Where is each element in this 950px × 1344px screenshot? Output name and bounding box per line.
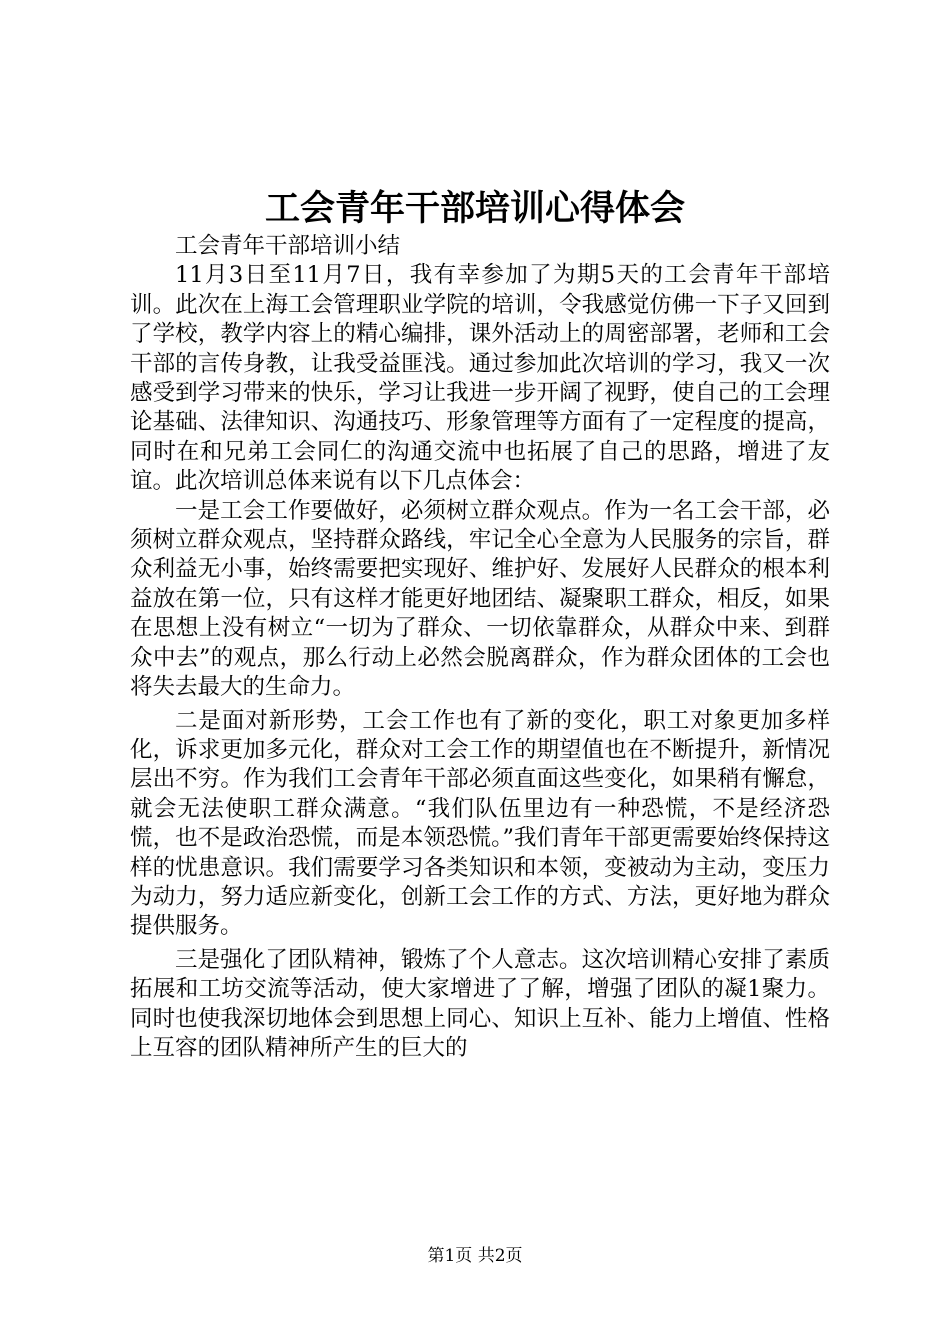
point-three-paragraph: 三是强化了团队精神，锻炼了个人意志。这次培训精心安排了素质拓展和工坊交流等活动，使大家增进了了解，增强了团队的凝1聚力。同时也使我深切地体会到思想上同心、知识上互补、能力上增值、性格上互容的团队精神所产生的巨大的 <box>130 946 830 1061</box>
point-one-paragraph: 一是工会工作要做好，必须树立群众观点。作为一名工会干部，必须树立群众观点，坚持群众路线，牢记全心全意为人民服务的宗旨，群众利益无小事，始终需要把实现好、维护好、发展好人民群众的根本利益放在第一位，只有这样才能更好地团结、凝聚职工群众，相反，如果在思想上没有树立“一切为了群众、一切依靠群众，从群众中来、到群众中去”的观点，那么行动上必然会脱离群众，作为群众团体的工会也将失去最大的生命力。 <box>130 497 830 701</box>
point-two-paragraph: 二是面对新形势，工会工作也有了新的变化，职工对象更加多样化，诉求更加多元化，群众对工会工作的期望值也在不断提升，新情况层出不穷。作为我们工会青年干部必须直面这些变化，如果稍有懈怠，就会无法使职工群众满意。“我们队伍里边有一种恐慌，不是经济恐慌，也不是政治恐慌，而是本领恐慌。”我们青年干部更需要始终保持这样的忧患意识。我们需要学习各类知识和本领，变被动为主动，变压力为动力，努力适应新变化，创新工会工作的方式、方法，更好地为群众提供服务。 <box>130 707 830 940</box>
page-footer: 第1页 共2页 <box>427 1246 523 1266</box>
intro-paragraph: 11月3日至11月7日，我有幸参加了为期5天的工会青年干部培训。此次在上海工会管理职业学院的培训，令我感觉仿佛一下子又回到了学校，教学内容上的精心编排，课外活动上的周密部署，老师和工会干部的言传身教，让我受益匪浅。通过参加此次培训的学习，我又一次感受到学习带来的快乐，学习让我进一步开阔了视野，使自己的工会理论基础、法律知识、沟通技巧、形象管理等方面有了一定程度的提高，同时在和兄弟工会同仁的沟通交流中也拓展了自己的思路，增进了友谊。此次培训总体来说有以下几点体会： <box>130 262 830 495</box>
document-title: 工会青年干部培训心得体会 <box>264 188 685 229</box>
subtitle-paragraph: 工会青年干部培训小结 <box>175 233 401 259</box>
document-body <box>130 232 830 1063</box>
